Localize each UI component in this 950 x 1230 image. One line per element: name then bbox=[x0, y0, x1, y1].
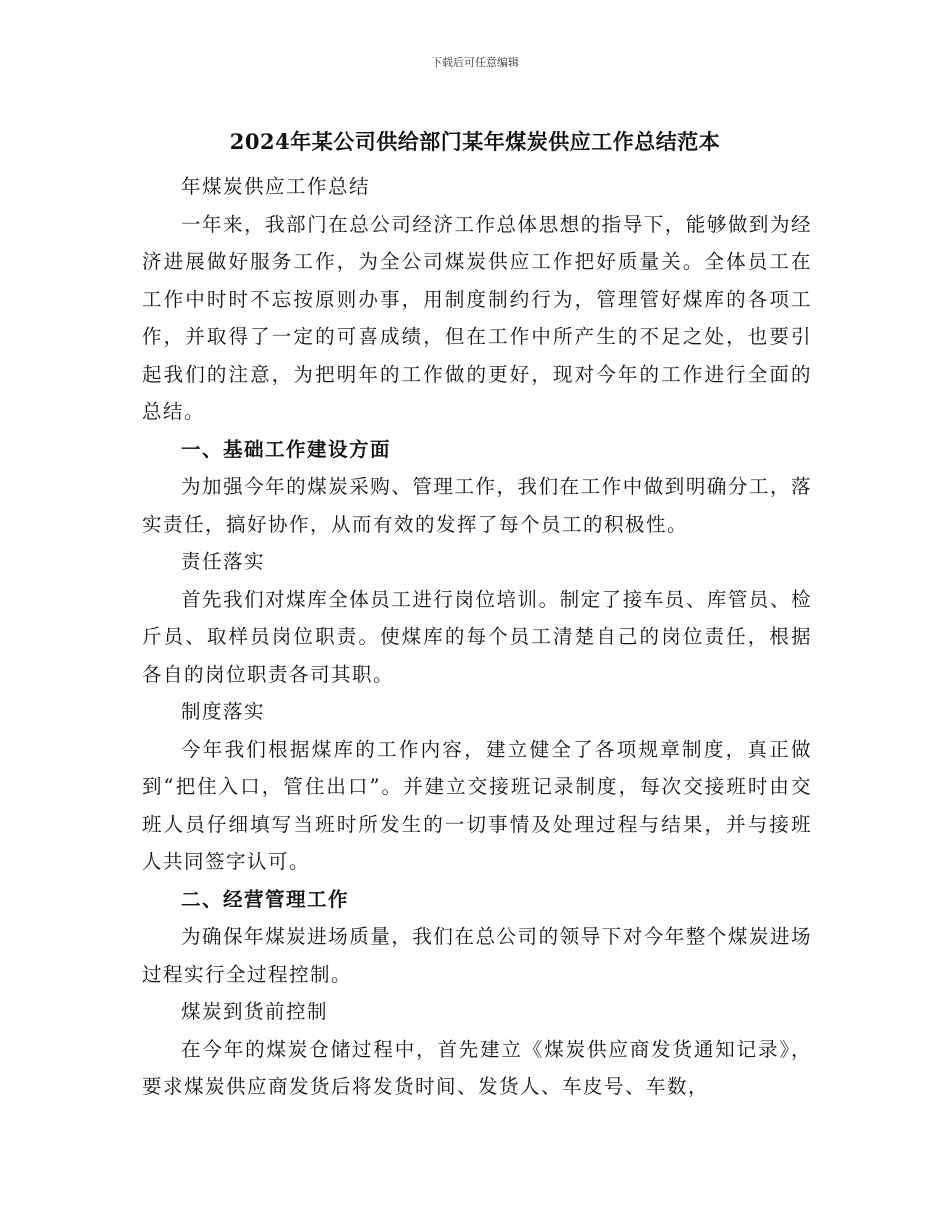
responsibility-paragraph: 首先我们对煤库全体员工进行岗位培训。制定了接车员、库管员、检斤员、取样员岗位职责。使煤库的每个员工清楚自己的岗位责任，根据各自的岗位职责各司其职。 bbox=[142, 587, 812, 686]
document-body bbox=[142, 168, 812, 1106]
document-subtitle: 年煤炭供应工作总结 bbox=[181, 175, 371, 198]
section-heading-1: 一、基础工作建设方面 bbox=[181, 437, 392, 461]
section-1-paragraph: 为加强今年的煤炭采购、管理工作，我们在工作中做到明确分工，落实责任，搞好协作，从而有效的发挥了每个员工的积极性。 bbox=[142, 475, 812, 536]
section-heading-2: 二、经营管理工作 bbox=[181, 887, 350, 911]
subheading-system: 制度落实 bbox=[181, 700, 266, 723]
subheading-pre-arrival: 煤炭到货前控制 bbox=[181, 1000, 329, 1023]
pre-arrival-paragraph: 在今年的煤炭仓储过程中，首先建立《煤炭供应商发货通知记录》，要求煤炭供应商发货后将发货时间、发货人、车皮号、车数， bbox=[142, 1037, 812, 1098]
header-note: 下载后可任意编辑 bbox=[431, 56, 519, 69]
document-title: 2024年某公司供给部门某年煤炭供应工作总结范本 bbox=[229, 129, 721, 154]
system-paragraph: 今年我们根据煤库的工作内容，建立健全了各项规章制度，真正做到“把住入口，管住出口”。并建立交接班记录制度，每次交接班时由交班人员仔细填写当班时所发生的一切事情及处理过程与结果，并与接班人共同签字认可。 bbox=[142, 737, 812, 873]
intro-paragraph: 一年来，我部门在总公司经济工作总体思想的指导下，能够做到为经济进展做好服务工作，为全公司煤炭供应工作把好质量关。全体员工在工作中时时不忘按原则办事，用制度制约行为，管理管好煤库的各项工作，并取得了一定的可喜成绩，但在工作中所产生的不足之处，也要引起我们的注意，为把明年的工作做的更好，现对今年的工作进行全面的总结。 bbox=[142, 212, 812, 423]
subheading-responsibility: 责任落实 bbox=[181, 550, 266, 573]
section-2-paragraph: 为确保年煤炭进场质量，我们在总公司的领导下对今年整个煤炭进场过程实行全过程控制。 bbox=[142, 925, 812, 986]
